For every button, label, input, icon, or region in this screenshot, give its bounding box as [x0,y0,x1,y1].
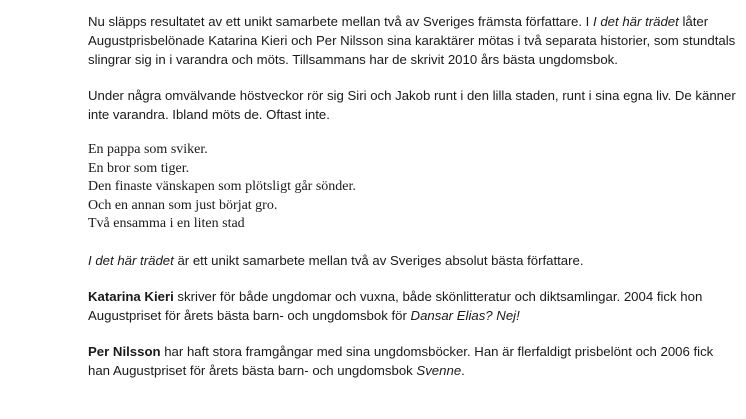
author-nilsson-end: . [461,362,465,378]
author-kieri-text: skriver för både ungdomar och vuxna, både skönlitteratur och diktsamlingar. 2004 fick hon Augustpriset för årets bästa barn- och ungdomsbok för [88,288,703,323]
verse-line: En pappa som sviker. [88,142,208,157]
verse-line: Två ensamma i en liten stad [88,216,245,231]
author-nilsson-text: har haft stora framgångar med sina ungdomsböcker. Han är flerfaldigt prisbelönt och 2006 fick han Augustpriset för årets bästa barn- och ungdomsbok [88,343,714,378]
verse-line: Den finaste vänskapen som plötsligt går sönder. [88,179,356,194]
author-kieri-book: Dansar Elias? Nej! [410,307,520,323]
author-kieri-name: Katarina Kieri [88,288,174,304]
author-nilsson-book: Svenne [416,362,462,378]
author-kieri-paragraph [88,287,738,325]
summary-book-title: I det här trädet [88,252,174,268]
author-nilsson-name: Per Nilsson [88,343,161,359]
document-page [88,12,738,397]
verse-block [88,141,738,234]
intro-text-b: låter Augustprisbelönade Katarina Kieri och Per Nilsson sina karaktärer mötas i två separata historier, som stundtals slingrar sig in i varandra och möts. Tillsammans har de skrivit 2010 års bästa ungdomsbok. [88,14,736,67]
intro-book-title: I det här trädet [593,14,679,29]
author-nilsson-paragraph [88,342,738,380]
verse-line: En bror som tiger. [88,160,190,176]
intro-paragraph [88,12,738,69]
summary-paragraph [88,251,738,270]
summary-text: är ett unikt samarbete mellan två av Sveriges absolut bästa författare. [173,252,584,268]
story-paragraph: Under några omvälvande höstveckor rör sig Siri och Jakob runt i den lilla staden, runt i sina egna liv. De känner inte varandra. Ibland möts de. Oftast inte. [88,88,736,122]
verse-line: Och en annan som just börjat gro. [88,197,278,213]
intro-text-a: Nu släpps resultatet av ett unikt samarbete mellan två av Sveriges främsta författare. I [88,14,594,29]
